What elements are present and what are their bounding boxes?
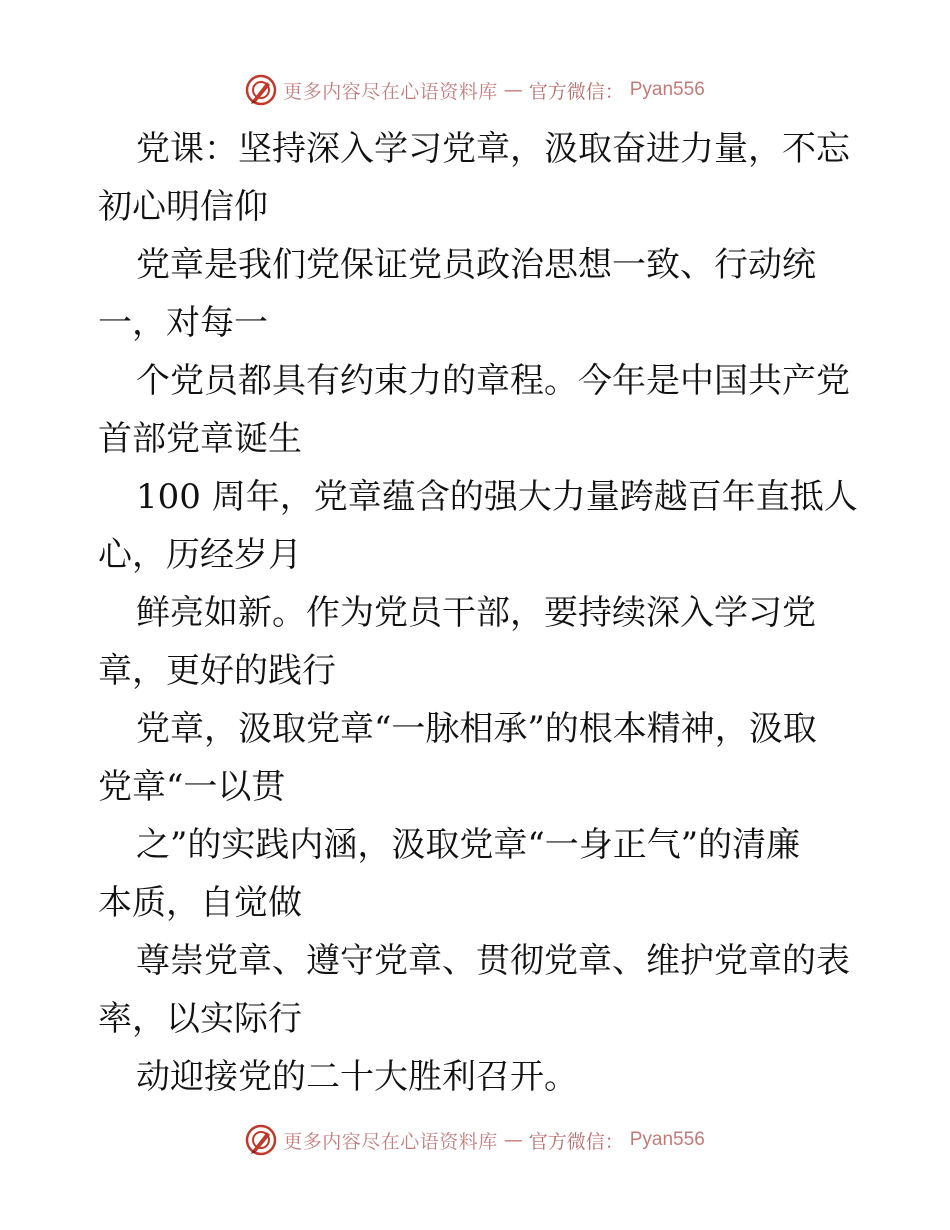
pen-logo-icon	[245, 74, 277, 106]
watermark-label: 官方微信：	[528, 1130, 624, 1153]
pen-logo-icon	[245, 1124, 277, 1156]
paragraph-line: 章，更好的践行	[98, 651, 336, 691]
paragraph	[98, 700, 868, 816]
header-watermark	[0, 70, 950, 110]
paragraph	[98, 816, 868, 932]
paragraph-line: 党章“一以贯	[98, 767, 286, 807]
paragraph	[98, 932, 868, 1048]
watermark-label: 官方微信：	[528, 80, 624, 103]
paragraph-line: 党章是我们党保证党员政治思想一致、行动统	[136, 245, 816, 285]
watermark-id: Pyan556	[629, 79, 705, 100]
paragraph-line: 100 周年，党章蕴含的强大力量跨越百年直抵人	[136, 477, 858, 517]
document-body	[98, 120, 868, 1106]
paragraph-title	[98, 120, 868, 236]
paragraph	[98, 584, 868, 700]
paragraph	[98, 1048, 868, 1106]
watermark-dash: —	[503, 79, 523, 101]
paragraph-line: 尊崇党章、遵守党章、贯彻党章、维护党章的表	[136, 941, 850, 981]
paragraph-line: 党课：坚持深入学习党章，汲取奋进力量，不忘	[136, 129, 850, 169]
paragraph-line: 鲜亮如新。作为党员干部，要持续深入学习党	[136, 593, 816, 633]
watermark-text: 更多内容尽在心语资料库	[283, 1130, 498, 1153]
paragraph-line: 动迎接党的二十大胜利召开。	[136, 1057, 578, 1097]
paragraph-line: 初心明信仰	[98, 187, 268, 227]
paragraph	[98, 352, 868, 468]
paragraph-line: 首部党章诞生	[98, 419, 302, 459]
watermark-dash: —	[503, 1129, 523, 1151]
watermark-id: Pyan556	[629, 1129, 705, 1150]
paragraph-line: 之”的实践内涵，汲取党章“一身正气”的清廉	[136, 825, 801, 865]
paragraph	[98, 236, 868, 352]
paragraph-line: 心，历经岁月	[98, 535, 302, 575]
footer-watermark	[0, 1120, 950, 1160]
paragraph-line: 个党员都具有约束力的章程。今年是中国共产党	[136, 361, 850, 401]
paragraph-line: 本质，自觉做	[98, 883, 302, 923]
paragraph-line: 率，以实际行	[98, 999, 302, 1039]
paragraph-line: 一，对每一	[98, 303, 268, 343]
paragraph	[98, 468, 868, 584]
watermark-text: 更多内容尽在心语资料库	[283, 80, 498, 103]
paragraph-line: 党章，汲取党章“一脉相承”的根本精神，汲取	[136, 709, 817, 749]
